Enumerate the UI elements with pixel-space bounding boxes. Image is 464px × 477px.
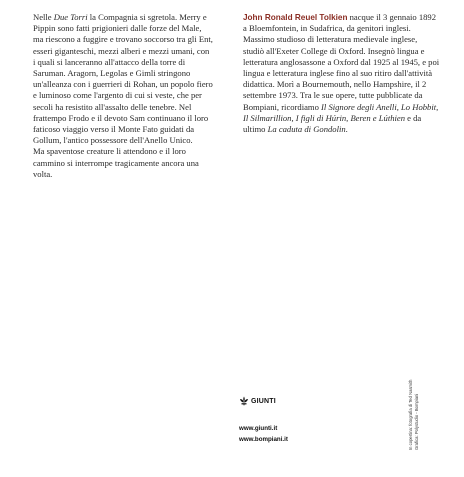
separator: , xyxy=(396,101,402,112)
cover-credits xyxy=(408,300,419,450)
publisher-url-bompiani[interactable]: www.bompiani.it xyxy=(239,436,288,443)
synopsis-text: Nelle xyxy=(33,12,54,22)
synopsis-paragraph-1 xyxy=(33,12,213,146)
synopsis-text: la Compagnia si sgretola. Merry e Pippin sono fatti prigionieri dalle forze del Male, ma riescono a fuggire e trovano soccorso tra gli Ent, esseri giganteschi, mezzi alberi e mezzi umani, con i quali si lanceranno all'attacco della torre di Saruman. Aragorn, Legolas e Gimli stringono un'alleanza con i guerrieri di Rohan, un popolo fiero e luminoso come l'argento di cui si veste, che per secoli ha resistito all'assalto delle tenebre. Nel frattempo Frodo e il devoto Sam continuano il loro faticoso viaggio verso il Monte Fato guidati da Gollum, l'antico possessore dell'Anello Unico. xyxy=(33,12,213,146)
work-title: Il Signore degli Anelli xyxy=(321,101,397,112)
cover-credit-line: In copertina: fotografia di Ted Nasmith xyxy=(408,379,413,450)
publisher-url-giunti[interactable]: www.giunti.it xyxy=(239,425,278,432)
work-title: I figli di Húrin xyxy=(295,112,347,123)
separator: , xyxy=(436,101,439,112)
work-title: Il Silmarillion xyxy=(243,112,292,123)
separator: , xyxy=(291,112,296,123)
publisher-urls xyxy=(239,423,288,445)
giunti-lily-icon xyxy=(239,396,249,406)
publisher-logo xyxy=(239,395,276,407)
author-bio xyxy=(243,12,440,135)
synopsis-column xyxy=(33,12,213,180)
separator: , xyxy=(346,112,351,123)
synopsis-paragraph-2: Ma spaventose creature li attendono e il loro cammino si interrompe tragicamente ancora una volta. xyxy=(33,146,199,179)
author-name: John Ronald Reuel Tolkien xyxy=(243,13,348,22)
bio-text: nacque il 3 gennaio 1892 a Bloemfontein, in Sudafrica, da genitori inglesi. Massimo studioso di letteratura medievale inglese, studiò all'Exeter College di Oxford. Insegnò lingua e letteratura anglosassone a Oxford dal 1925 al 1945, e poi lingua e letteratura inglese fino al suo ritiro dall'attività didattica. Morì a Bournemouth, nello Hampshire, il 2 settembre 1973. Tra le sue opere, tutte pubblicate da Bompiani, ricordiamo xyxy=(243,12,440,112)
separator: e da ultimo xyxy=(243,112,422,135)
work-title: Beren e Lúthien xyxy=(350,112,406,123)
work-title: Lo Hobbit xyxy=(401,101,437,112)
book-title: Due Torri xyxy=(53,12,88,22)
cover-credit-line: Grafica: Polystudio - Bompiani xyxy=(413,393,419,450)
author-bio-column xyxy=(243,12,440,135)
publisher-logo-text: GIUNTI xyxy=(251,397,276,405)
separator: . xyxy=(345,124,348,135)
work-title: La caduta di Gondolin xyxy=(267,124,346,135)
